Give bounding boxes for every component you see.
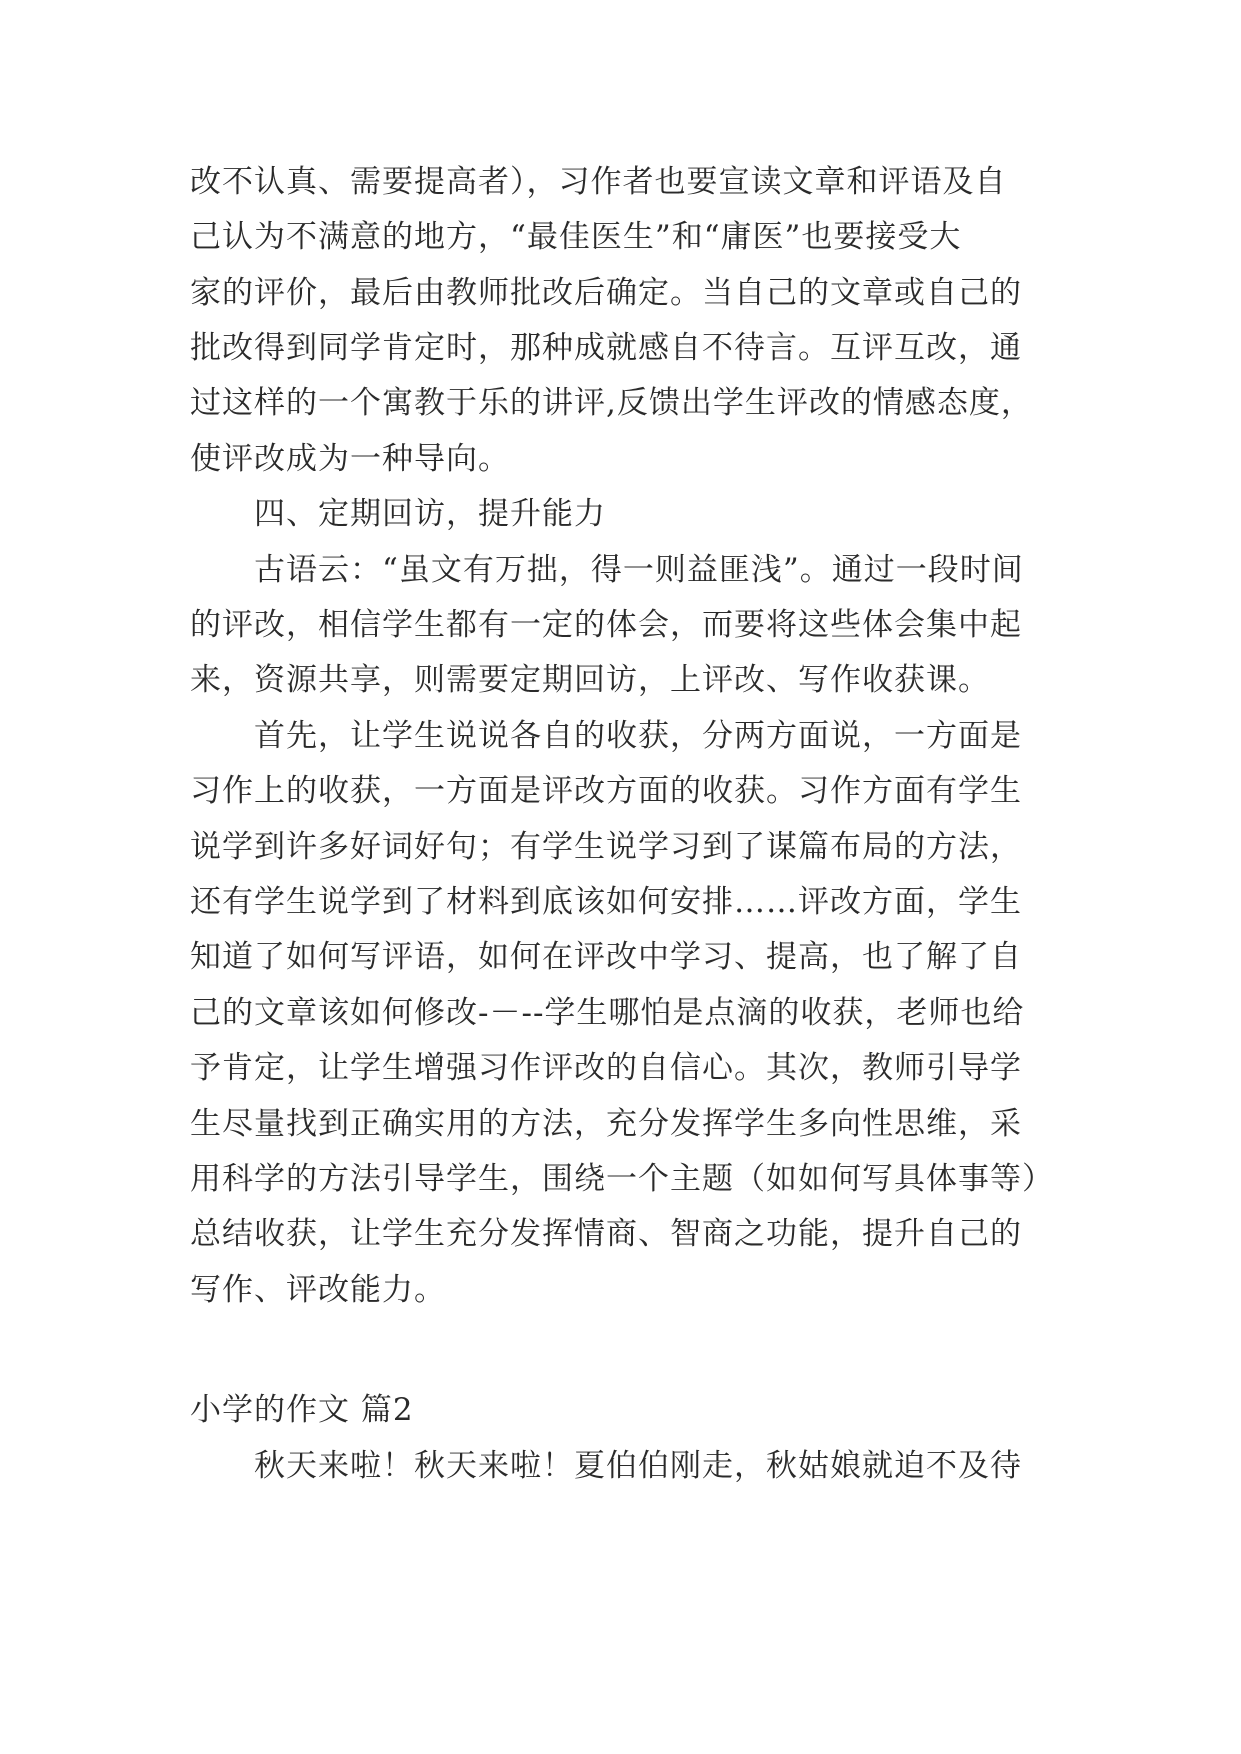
paragraph-line: 还有学生说学到了材料到底该如何安排……评改方面，学生 — [190, 884, 1022, 920]
paragraph-line: 来，资源共享，则需要定期回访，上评改、写作收获课。 — [190, 662, 990, 698]
paragraph-line: 己认为不满意的地方，“最佳医生”和“庸医”也要接受大 — [190, 219, 962, 255]
paragraph-line: 习作上的收获，一方面是评改方面的收获。习作方面有学生 — [190, 773, 1022, 809]
paragraph-line: 首先，让学生说说各自的收获，分两方面说，一方面是 — [254, 718, 1022, 754]
paragraph-line: 古语云：“虽文有万拙，得一则益匪浅”。通过一段时间 — [254, 552, 1024, 588]
paragraph-line: 说学到许多好词好句；有学生说学习到了谋篇布局的方法， — [190, 829, 1022, 865]
paragraph-line: 用科学的方法引导学生，围绕一个主题（如如何写具体事等） — [190, 1161, 1054, 1197]
paragraph-line: 的评改，相信学生都有一定的体会，而要将这些体会集中起 — [190, 607, 1022, 643]
paragraph-line: 总结收获，让学生充分发挥情商、智商之功能，提升自己的 — [190, 1216, 1022, 1252]
paragraph-line: 写作、评改能力。 — [190, 1272, 446, 1308]
article-title: 小学的作文 篇2 — [190, 1392, 414, 1428]
paragraph-line: 秋天来啦！秋天来啦！夏伯伯刚走，秋姑娘就迫不及待 — [254, 1448, 1022, 1484]
paragraph-line: 家的评价，最后由教师批改后确定。当自己的文章或自己的 — [190, 275, 1022, 311]
paragraph-line: 知道了如何写评语，如何在评改中学习、提高，也了解了自 — [190, 939, 1022, 975]
paragraph-line: 批改得到同学肯定时，那种成就感自不待言。互评互改，通 — [190, 330, 1022, 366]
paragraph-line: 改不认真、需要提高者），习作者也要宣读文章和评语及自 — [190, 164, 1007, 200]
paragraph-line: 过这样的一个寓教于乐的讲评,反馈出学生评改的情感态度， — [190, 385, 1033, 421]
paragraph-line: 己的文章该如何修改-－--学生哪怕是点滴的收获，老师也给 — [190, 995, 1025, 1031]
paragraph-line: 使评改成为一种导向。 — [190, 441, 510, 477]
paragraph-line: 生尽量找到正确实用的方法，充分发挥学生多向性思维，采 — [190, 1106, 1022, 1142]
paragraph-line: 予肯定，让学生增强习作评改的自信心。其次，教师引导学 — [190, 1050, 1022, 1086]
section-heading: 四、定期回访，提升能力 — [254, 496, 606, 532]
